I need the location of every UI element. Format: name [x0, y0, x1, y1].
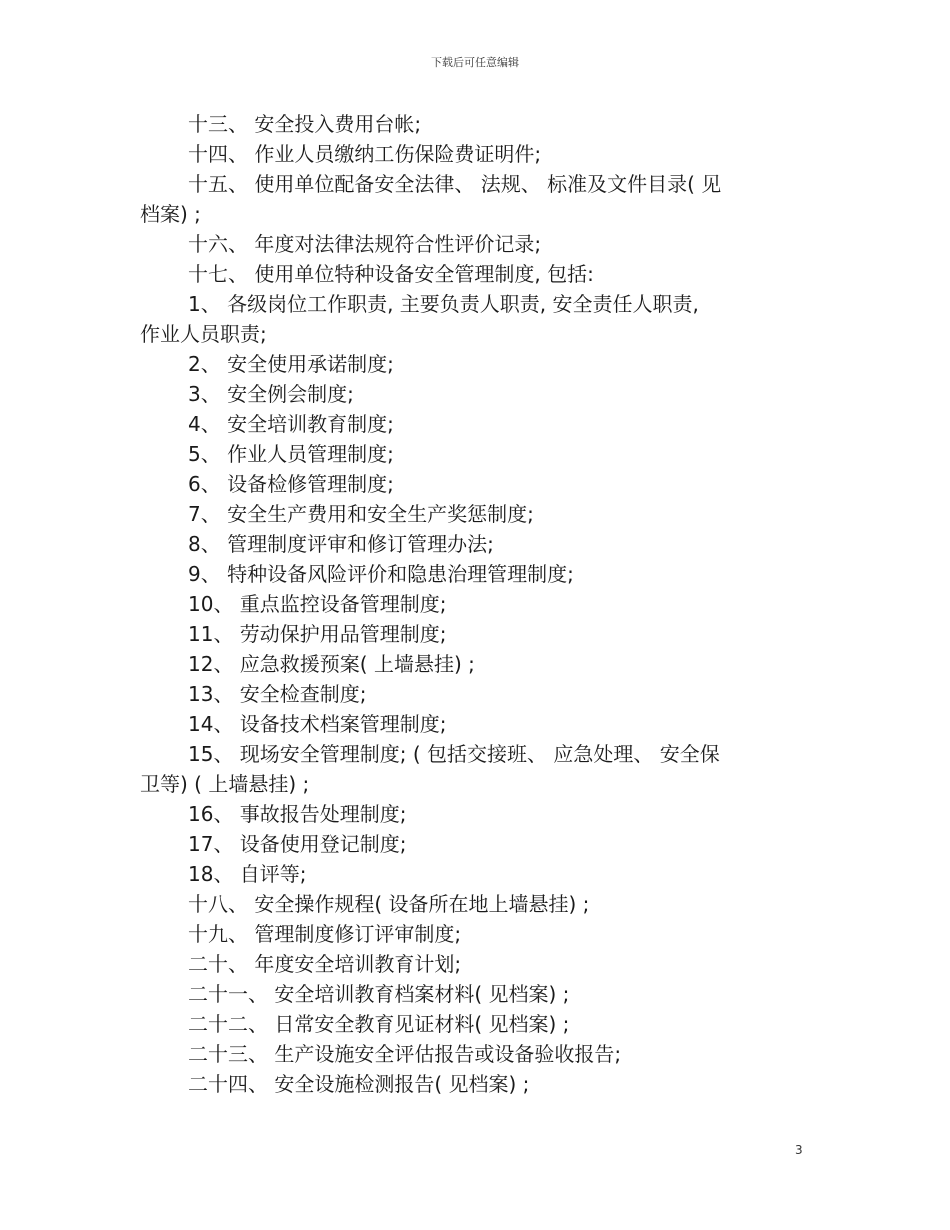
- document-line: 二十三、 生产设施安全评估报告或设备验收报告;: [188, 1042, 622, 1066]
- document-line: 4、 安全培训教育制度;: [188, 412, 394, 436]
- document-line: 二十四、 安全设施检测报告( 见档案) ;: [188, 1072, 530, 1096]
- document-line: 12、 应急救援预案( 上墙悬挂) ;: [188, 652, 475, 676]
- document-line: 14、 设备技术档案管理制度;: [188, 712, 447, 736]
- document-line: 十五、 使用单位配备安全法律、 法规、 标准及文件目录( 见: [188, 172, 722, 196]
- document-line: 卫等) ( 上墙悬挂) ;: [140, 772, 310, 796]
- document-line: 二十、 年度安全培训教育计划;: [188, 952, 462, 976]
- document-body: [140, 109, 810, 1099]
- document-line: 10、 重点监控设备管理制度;: [188, 592, 447, 616]
- document-line: 9、 特种设备风险评价和隐患治理管理制度;: [188, 562, 574, 586]
- document-line: 1、 各级岗位工作职责, 主要负责人职责, 安全责任人职责,: [188, 292, 699, 316]
- document-line: 十四、 作业人员缴纳工伤保险费证明件;: [188, 142, 542, 166]
- page-header: 下载后可任意编辑: [431, 56, 519, 69]
- document-line: 十七、 使用单位特种设备安全管理制度, 包括:: [188, 262, 594, 286]
- document-line: 十八、 安全操作规程( 设备所在地上墙悬挂) ;: [188, 892, 590, 916]
- document-line: 13、 安全检查制度;: [188, 682, 367, 706]
- document-line: 18、 自评等;: [188, 862, 307, 886]
- document-line: 作业人员职责;: [140, 322, 267, 346]
- document-line: 17、 设备使用登记制度;: [188, 832, 407, 856]
- document-line: 15、 现场安全管理制度; ( 包括交接班、 应急处理、 安全保: [188, 742, 720, 766]
- page-number: 3: [795, 1143, 803, 1157]
- document-line: 十九、 管理制度修订评审制度;: [188, 922, 462, 946]
- document-line: 二十二、 日常安全教育见证材料( 见档案) ;: [188, 1012, 570, 1036]
- document-line: 十六、 年度对法律法规符合性评价记录;: [188, 232, 542, 256]
- document-line: 5、 作业人员管理制度;: [188, 442, 394, 466]
- document-line: 16、 事故报告处理制度;: [188, 802, 407, 826]
- document-line: 6、 设备检修管理制度;: [188, 472, 394, 496]
- document-line: 3、 安全例会制度;: [188, 382, 354, 406]
- document-line: 11、 劳动保护用品管理制度;: [188, 622, 447, 646]
- document-line: 8、 管理制度评审和修订管理办法;: [188, 532, 494, 556]
- document-line: 档案) ;: [140, 202, 201, 226]
- document-line: 二十一、 安全培训教育档案材料( 见档案) ;: [188, 982, 570, 1006]
- document-line: 十三、 安全投入费用台帐;: [188, 112, 422, 136]
- document-line: 7、 安全生产费用和安全生产奖惩制度;: [188, 502, 534, 526]
- document-line: 2、 安全使用承诺制度;: [188, 352, 394, 376]
